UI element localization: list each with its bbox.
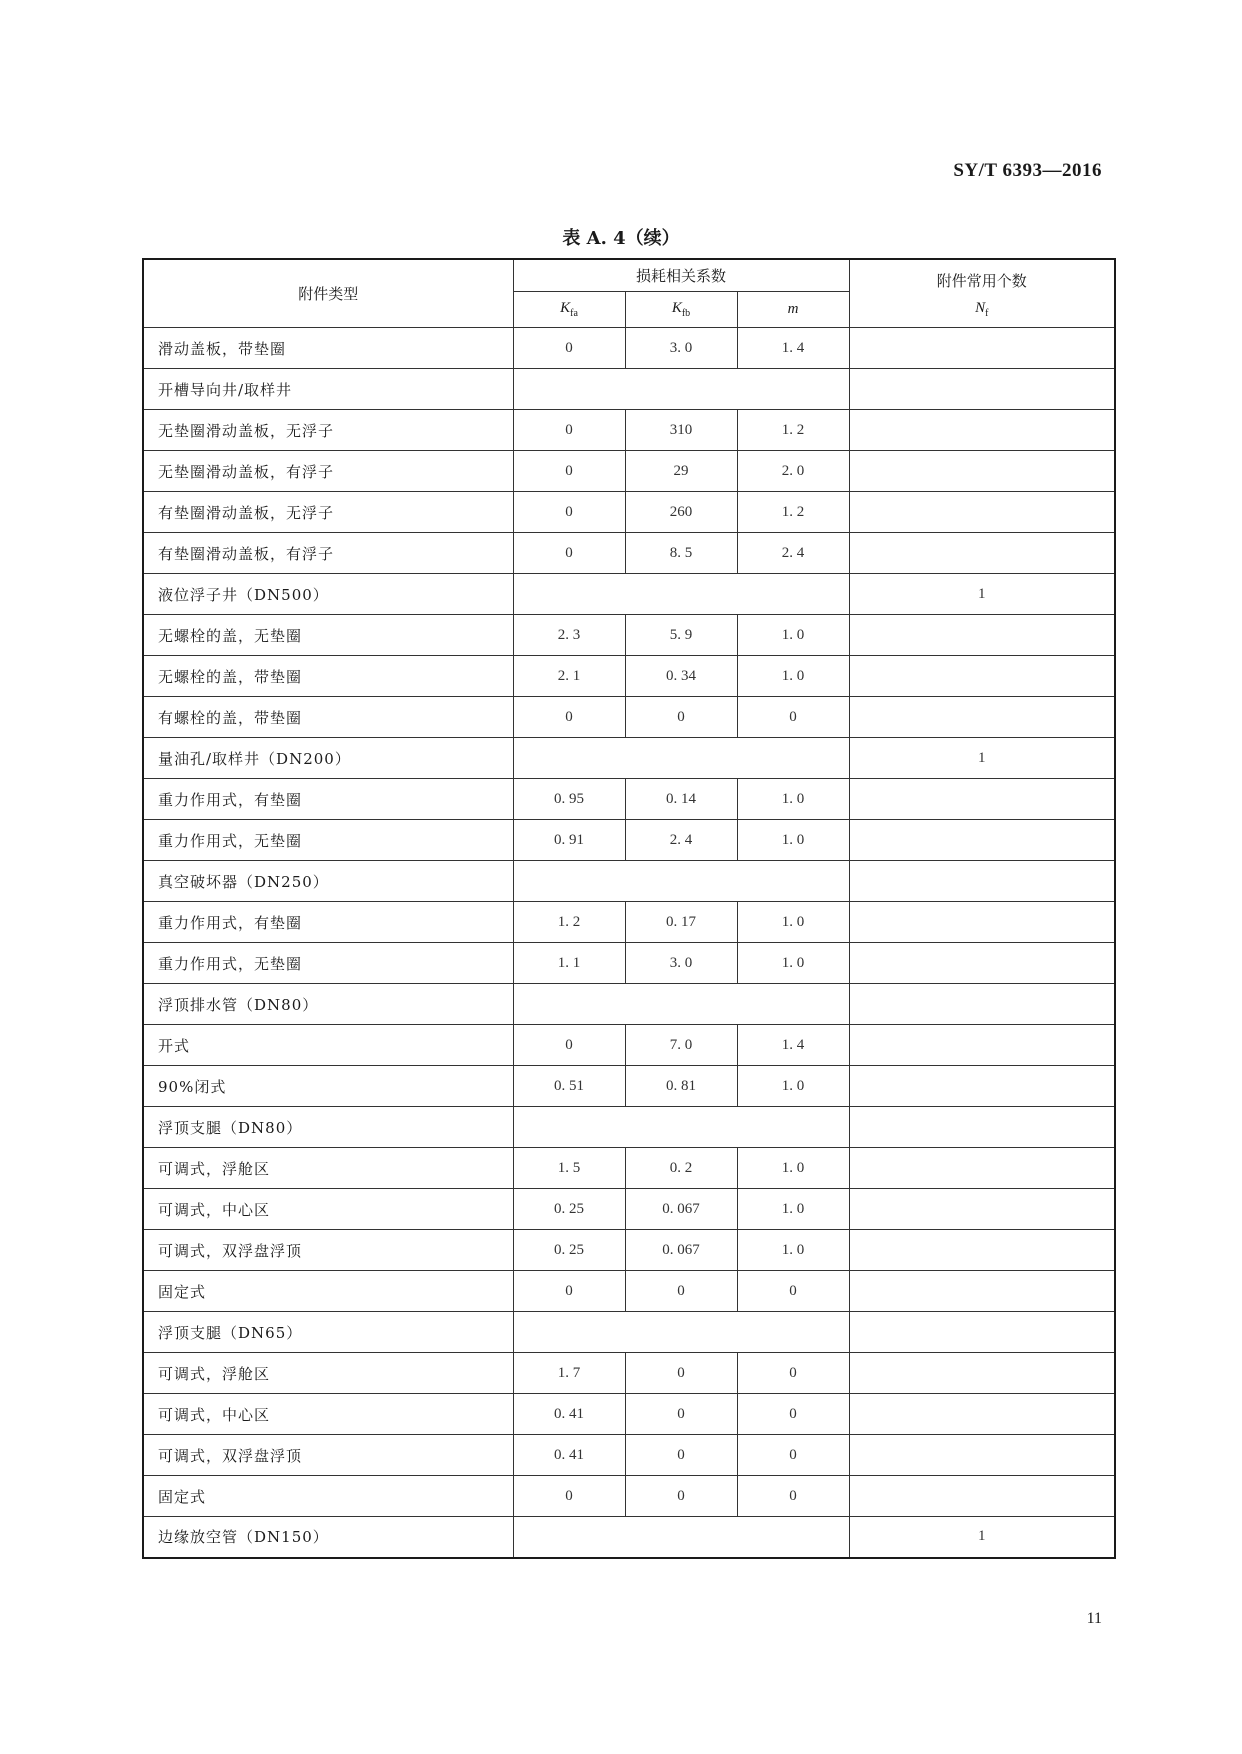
header-kfa: $K_{fa}$	[513, 291, 625, 327]
header-fitting-count-symbol: $N_f$	[975, 300, 989, 319]
kfa-cell: 1. 2	[513, 902, 625, 943]
header-fitting-count	[849, 259, 1115, 328]
fitting-name-cell: 浮顶支腿（DN65）	[143, 1312, 513, 1353]
table-row	[143, 451, 1115, 492]
table-row	[143, 1148, 1115, 1189]
table-row	[143, 1476, 1115, 1517]
m-cell: 1. 0	[737, 943, 849, 984]
fitting-name-cell: 重力作用式，有垫圈	[143, 902, 513, 943]
kfa-cell: 2. 1	[513, 656, 625, 697]
table-group-row	[143, 1517, 1115, 1558]
table-row	[143, 1025, 1115, 1066]
fitting-name-cell: 滑动盖板，带垫圈	[143, 328, 513, 369]
kfa-cell: 2. 3	[513, 615, 625, 656]
fitting-count-cell: 1	[849, 574, 1115, 615]
fitting-count-cell	[849, 1394, 1115, 1435]
kfa-cell: 0	[513, 410, 625, 451]
table-row	[143, 697, 1115, 738]
fitting-name-cell: 有垫圈滑动盖板，无浮子	[143, 492, 513, 533]
kfa-cell: 0. 91	[513, 820, 625, 861]
kfb-cell: 5. 9	[625, 615, 737, 656]
fitting-name-cell: 无垫圈滑动盖板，无浮子	[143, 410, 513, 451]
kfa-cell: 0	[513, 533, 625, 574]
fitting-count-cell	[849, 943, 1115, 984]
kfb-cell: 0	[625, 697, 737, 738]
fitting-count-cell	[849, 1312, 1115, 1353]
fitting-count-cell	[849, 861, 1115, 902]
kfb-cell: 0	[625, 1271, 737, 1312]
fitting-count-cell	[849, 328, 1115, 369]
header-loss-coefficients: 损耗相关系数	[513, 259, 849, 291]
table-row	[143, 533, 1115, 574]
m-cell: 2. 4	[737, 533, 849, 574]
kfa-cell: 1. 1	[513, 943, 625, 984]
fitting-name-cell: 无螺栓的盖，无垫圈	[143, 615, 513, 656]
fitting-count-cell	[849, 1066, 1115, 1107]
group-blank-cell	[513, 1107, 849, 1148]
kfb-cell: 260	[625, 492, 737, 533]
group-blank-cell	[513, 738, 849, 779]
kfa-cell: 0. 25	[513, 1230, 625, 1271]
page-number: 11	[1086, 1610, 1102, 1627]
fitting-name-cell: 重力作用式，无垫圈	[143, 943, 513, 984]
m-cell: 0	[737, 1353, 849, 1394]
kfa-cell: 0	[513, 328, 625, 369]
table-row	[143, 328, 1115, 369]
m-cell: 1. 2	[737, 410, 849, 451]
fitting-name-cell: 无垫圈滑动盖板，有浮子	[143, 451, 513, 492]
m-cell: 0	[737, 1271, 849, 1312]
header-m: m	[737, 291, 849, 327]
kfa-cell: 1. 5	[513, 1148, 625, 1189]
fitting-name-cell: 可调式，中心区	[143, 1394, 513, 1435]
table-group-row	[143, 861, 1115, 902]
kfb-cell: 3. 0	[625, 943, 737, 984]
table-group-row	[143, 984, 1115, 1025]
fitting-count-cell	[849, 1353, 1115, 1394]
fitting-name-cell: 有螺栓的盖，带垫圈	[143, 697, 513, 738]
fitting-name-cell: 90%闭式	[143, 1066, 513, 1107]
table-row	[143, 902, 1115, 943]
kfb-cell: 8. 5	[625, 533, 737, 574]
m-cell: 1. 0	[737, 615, 849, 656]
table-row	[143, 1394, 1115, 1435]
header-fitting-count-label: 附件常用个数	[936, 272, 1027, 290]
m-cell: 1. 2	[737, 492, 849, 533]
kfa-cell: 0	[513, 492, 625, 533]
kfa-cell: 0	[513, 1271, 625, 1312]
header-fitting-type: 附件类型	[143, 259, 513, 328]
table-row	[143, 615, 1115, 656]
fitting-count-cell	[849, 984, 1115, 1025]
fitting-loss-table	[142, 258, 1116, 1559]
kfb-cell: 0	[625, 1435, 737, 1476]
fitting-count-cell	[849, 533, 1115, 574]
fitting-count-cell	[849, 1271, 1115, 1312]
fitting-count-cell	[849, 697, 1115, 738]
kfb-cell: 0. 17	[625, 902, 737, 943]
fitting-name-cell: 量油孔/取样井（DN200）	[143, 738, 513, 779]
fitting-count-cell	[849, 615, 1115, 656]
fitting-name-cell: 边缘放空管（DN150）	[143, 1517, 513, 1558]
m-cell: 1. 0	[737, 1230, 849, 1271]
table-row	[143, 779, 1115, 820]
m-cell: 0	[737, 1435, 849, 1476]
kfa-cell: 0	[513, 1476, 625, 1517]
fitting-name-cell: 开式	[143, 1025, 513, 1066]
m-cell: 0	[737, 1476, 849, 1517]
group-blank-cell	[513, 1312, 849, 1353]
fitting-name-cell: 液位浮子井（DN500）	[143, 574, 513, 615]
fitting-name-cell: 可调式，浮舱区	[143, 1353, 513, 1394]
m-cell: 1. 0	[737, 1148, 849, 1189]
kfb-cell: 3. 0	[625, 328, 737, 369]
fitting-name-cell: 开槽导向井/取样井	[143, 369, 513, 410]
table-row	[143, 943, 1115, 984]
table-row	[143, 656, 1115, 697]
kfb-cell: 0	[625, 1394, 737, 1435]
kfa-cell: 0	[513, 451, 625, 492]
table-row	[143, 1353, 1115, 1394]
fitting-name-cell: 无螺栓的盖，带垫圈	[143, 656, 513, 697]
m-cell: 1. 4	[737, 1025, 849, 1066]
kfa-cell: 0	[513, 1025, 625, 1066]
fitting-name-cell: 固定式	[143, 1476, 513, 1517]
m-cell: 1. 4	[737, 328, 849, 369]
table-group-row	[143, 1312, 1115, 1353]
kfb-cell: 2. 4	[625, 820, 737, 861]
m-cell: 1. 0	[737, 656, 849, 697]
group-blank-cell	[513, 984, 849, 1025]
header-kfb: $K_{fb}$	[625, 291, 737, 327]
kfa-cell: 0. 41	[513, 1435, 625, 1476]
fitting-name-cell: 真空破坏器（DN250）	[143, 861, 513, 902]
m-cell: 1. 0	[737, 820, 849, 861]
kfa-cell: 0. 95	[513, 779, 625, 820]
group-blank-cell	[513, 369, 849, 410]
table-group-row	[143, 1107, 1115, 1148]
fitting-name-cell: 可调式，浮舱区	[143, 1148, 513, 1189]
table-row	[143, 1271, 1115, 1312]
group-blank-cell	[513, 1517, 849, 1558]
fitting-count-cell: 1	[849, 1517, 1115, 1558]
kfb-cell: 0. 34	[625, 656, 737, 697]
kfb-cell: 7. 0	[625, 1025, 737, 1066]
table-row	[143, 1189, 1115, 1230]
fitting-count-cell	[849, 1148, 1115, 1189]
table-body	[143, 328, 1115, 1558]
fitting-name-cell: 可调式，中心区	[143, 1189, 513, 1230]
table-row	[143, 492, 1115, 533]
kfb-cell: 0	[625, 1476, 737, 1517]
fitting-count-cell	[849, 1230, 1115, 1271]
table-row	[143, 820, 1115, 861]
table-row	[143, 410, 1115, 451]
fitting-count-cell	[849, 369, 1115, 410]
fitting-count-cell	[849, 492, 1115, 533]
table-row	[143, 1230, 1115, 1271]
fitting-count-cell	[849, 1435, 1115, 1476]
m-cell: 1. 0	[737, 779, 849, 820]
kfb-cell: 0. 81	[625, 1066, 737, 1107]
fitting-count-cell	[849, 451, 1115, 492]
fitting-count-cell	[849, 1476, 1115, 1517]
kfa-cell: 0	[513, 697, 625, 738]
fitting-name-cell: 可调式，双浮盘浮顶	[143, 1230, 513, 1271]
fitting-count-cell	[849, 1107, 1115, 1148]
m-cell: 0	[737, 1394, 849, 1435]
fitting-count-cell	[849, 902, 1115, 943]
m-cell: 1. 0	[737, 1189, 849, 1230]
fitting-name-cell: 浮顶排水管（DN80）	[143, 984, 513, 1025]
kfa-cell: 0. 51	[513, 1066, 625, 1107]
fitting-count-cell	[849, 656, 1115, 697]
fitting-count-cell	[849, 1189, 1115, 1230]
kfa-cell: 1. 7	[513, 1353, 625, 1394]
group-blank-cell	[513, 574, 849, 615]
fitting-name-cell: 重力作用式，有垫圈	[143, 779, 513, 820]
kfb-cell: 0. 2	[625, 1148, 737, 1189]
group-blank-cell	[513, 861, 849, 902]
table-group-row	[143, 574, 1115, 615]
kfb-cell: 29	[625, 451, 737, 492]
fitting-count-cell	[849, 779, 1115, 820]
kfb-cell: 0. 14	[625, 779, 737, 820]
fitting-name-cell: 重力作用式，无垫圈	[143, 820, 513, 861]
fitting-name-cell: 可调式，双浮盘浮顶	[143, 1435, 513, 1476]
kfb-cell: 0. 067	[625, 1189, 737, 1230]
m-cell: 0	[737, 697, 849, 738]
fitting-name-cell: 固定式	[143, 1271, 513, 1312]
table-title: 表 A. 4（续）	[562, 228, 680, 249]
table-row	[143, 1435, 1115, 1476]
fitting-count-cell: 1	[849, 738, 1115, 779]
kfb-cell: 310	[625, 410, 737, 451]
standard-code: SY/T 6393—2016	[953, 160, 1102, 181]
table-group-row	[143, 369, 1115, 410]
fitting-count-cell	[849, 410, 1115, 451]
table-group-row	[143, 738, 1115, 779]
kfb-cell: 0. 067	[625, 1230, 737, 1271]
kfa-cell: 0. 25	[513, 1189, 625, 1230]
m-cell: 1. 0	[737, 902, 849, 943]
fitting-count-cell	[849, 820, 1115, 861]
kfa-cell: 0. 41	[513, 1394, 625, 1435]
fitting-name-cell: 浮顶支腿（DN80）	[143, 1107, 513, 1148]
m-cell: 2. 0	[737, 451, 849, 492]
fitting-count-cell	[849, 1025, 1115, 1066]
table-row	[143, 1066, 1115, 1107]
fitting-name-cell: 有垫圈滑动盖板，有浮子	[143, 533, 513, 574]
m-cell: 1. 0	[737, 1066, 849, 1107]
kfb-cell: 0	[625, 1353, 737, 1394]
